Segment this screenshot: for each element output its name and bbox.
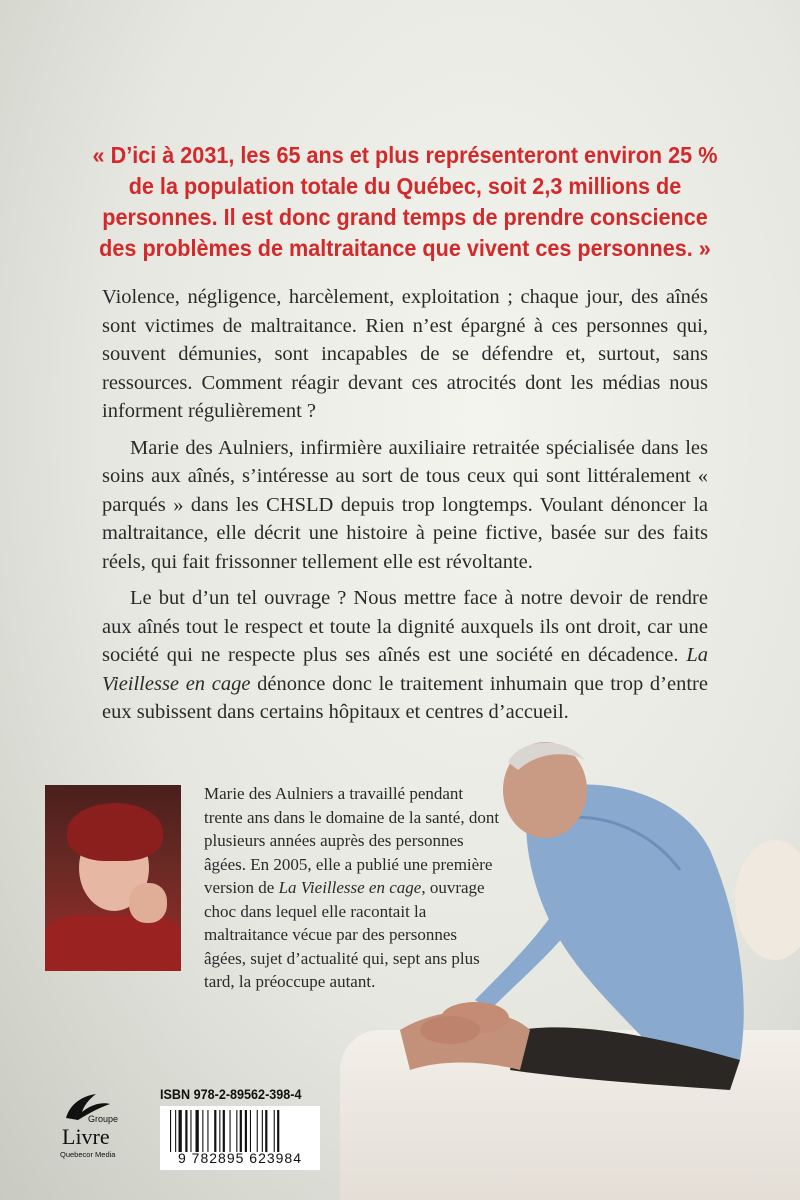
pull-quote: « D’ici à 2031, les 65 ans et plus représenteront environ 25 % de la population totale du Québec, soit 2,3 millions de personnes. Il est donc grand temps de prendre conscience des problèmes de maltraitance que vivent ces personnes. » — [92, 142, 718, 261]
author-photo-hand — [129, 883, 167, 923]
bio-text-end: , ouvrage choc dans lequel elle racontait la maltraitance vécue par des personnes âgées, sujet d’actualité qui, sept ans plus tard, la préoccupe autant. — [204, 878, 485, 991]
elderly-man-illustration — [380, 700, 800, 1200]
barcode-bar — [230, 1110, 231, 1152]
barcode-bar — [245, 1110, 247, 1152]
barcode-bar — [257, 1110, 258, 1152]
barcode-bar — [207, 1110, 208, 1152]
blurb-p3-text: Le but d’un tel ouvrage ? Nous mettre face à notre devoir de rendre aux aînés tout le respect et toute la dignité auxquels ils ont droit, car une société qui ne respecte plus ses aînés est une société en décadence. — [102, 587, 708, 666]
isbn-label: ISBN 978-2-89562-398-4 — [160, 1086, 302, 1102]
author-photo — [45, 785, 181, 971]
author-photo-sweater — [45, 915, 181, 971]
book-title-inline: La Vieillesse en cage — [102, 644, 708, 695]
barcode-number: 9 782895 623984 — [178, 1150, 302, 1166]
bio-text: Marie des Aulniers a travaillé pendant trente ans dans le domaine de la santé, dont plusieurs années auprès des personnes âgées. En 2005, elle a publié une première version de — [204, 784, 500, 897]
barcode-bar — [262, 1110, 263, 1152]
barcode-bar — [240, 1110, 242, 1152]
barcode — [160, 1106, 320, 1170]
barcode-bar — [170, 1110, 171, 1152]
barcode-bar — [179, 1110, 182, 1152]
bio-book-title: La Vieillesse en cage — [278, 878, 422, 897]
barcode-bar — [202, 1110, 203, 1152]
publisher-subtitle: Quebecor Media — [60, 1150, 116, 1159]
barcode-bars — [170, 1110, 312, 1152]
barcode-bar — [219, 1110, 220, 1152]
barcode-bar — [274, 1110, 275, 1152]
barcode-bar — [196, 1110, 199, 1152]
author-photo-hair — [67, 803, 163, 861]
barcode-bar — [185, 1110, 187, 1152]
barcode-bar — [250, 1110, 251, 1152]
barcode-bar — [277, 1110, 279, 1152]
barcode-bar — [265, 1110, 267, 1152]
barcode-bar — [175, 1110, 176, 1152]
barcode-bar — [223, 1110, 225, 1152]
blurb-paragraph-1: Violence, négligence, harcèlement, exploitation ; chaque jour, des aînés sont victimes de maltraitance. Rien n’est épargné à ces personnes qui, souvent démunies, sont incapables de se défendre et, surtout, sans ressources. Comment réagir devant ces atrocités dont les médias nous informent régulièrement ? — [102, 286, 708, 422]
blurb-p3-text-end: dénonce donc le traitement inhumain que trop d’entre eux subissent dans certains hôpitaux et centres d’accueil. — [102, 672, 708, 723]
back-cover-blurb — [102, 283, 708, 735]
barcode-bar — [214, 1110, 216, 1152]
publisher-groupe: Groupe — [88, 1114, 119, 1124]
barcode-bar — [236, 1110, 237, 1152]
publisher-logo — [48, 1092, 128, 1164]
barcode-bar — [190, 1110, 191, 1152]
blurb-paragraph-2: Marie des Aulniers, infirmière auxiliaire retraitée spécialisée dans les soins aux aînés, s’intéresse au sort de tous ceux qui sont littéralement « parqués » dans les CHSLD depuis trop longtemps. Voulant dénoncer la maltraitance, elle décrit une histoire à peine fictive, basée sur des faits réels, qui fait frissonner tellement elle est révoltante. — [102, 436, 708, 573]
publisher-livre: Livre — [62, 1124, 110, 1149]
